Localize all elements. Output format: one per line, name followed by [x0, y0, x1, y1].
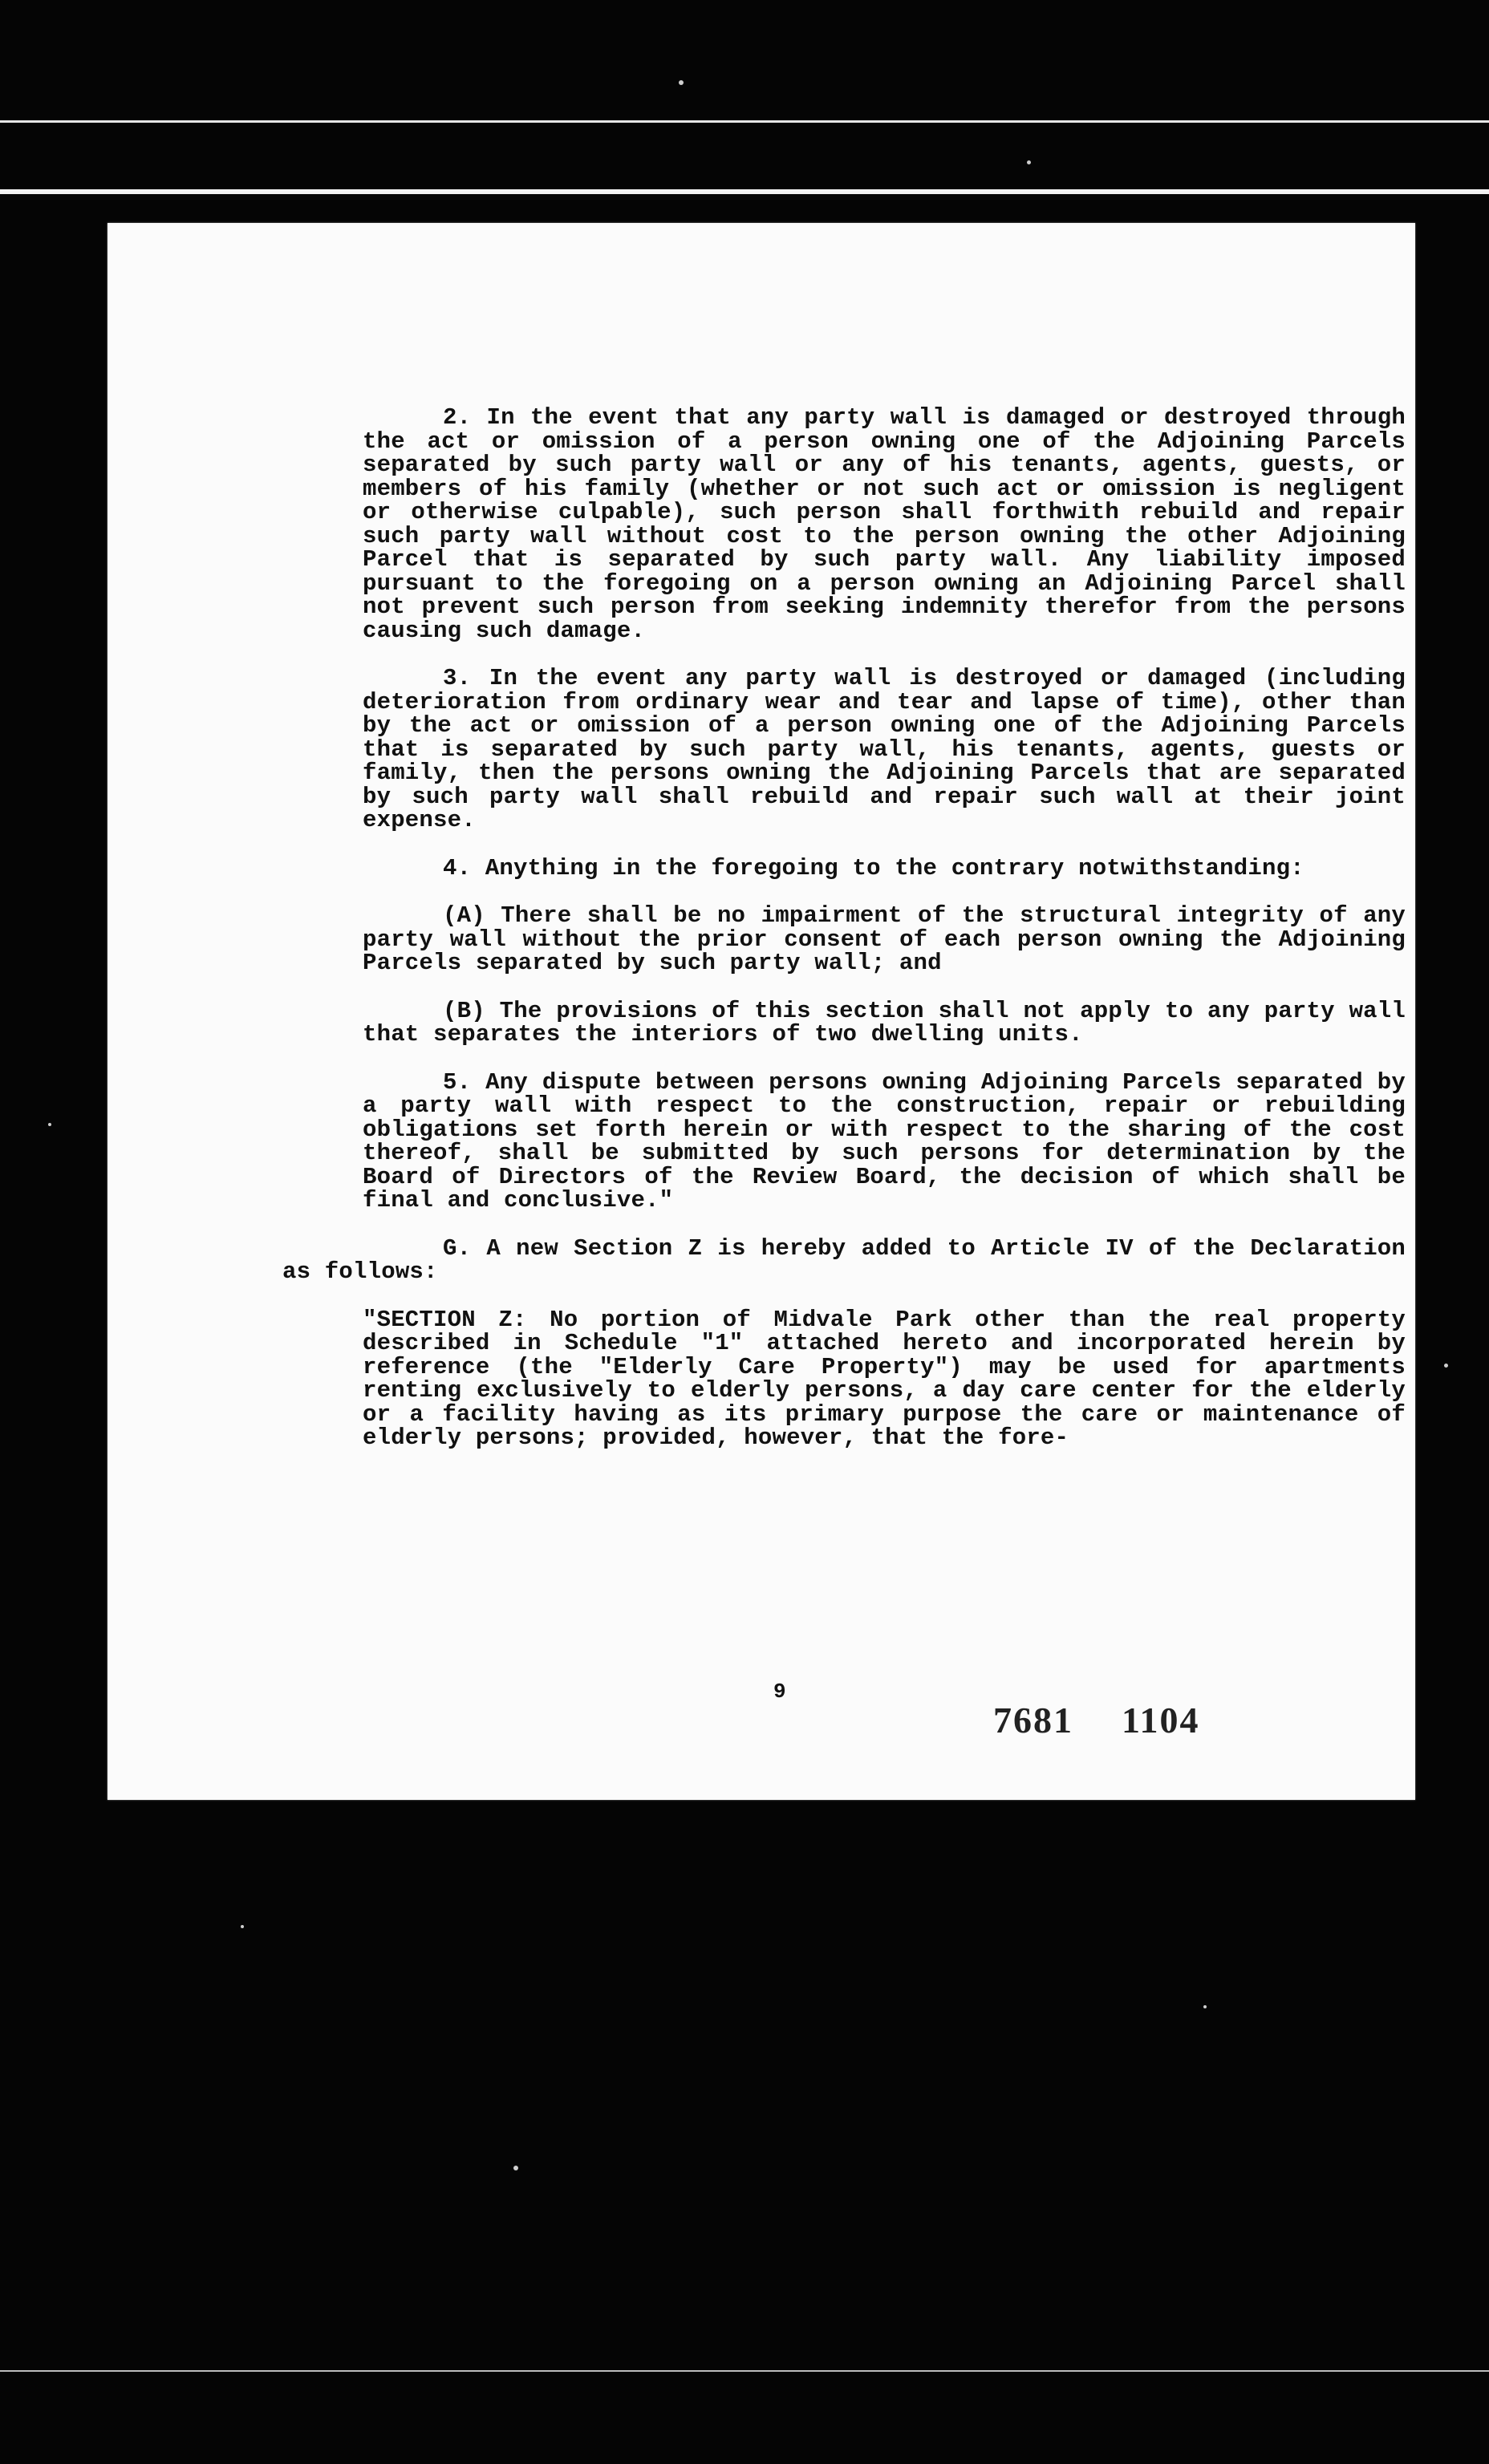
paragraph-2: 2. In the event that any party wall is damaged or destroyed through the act or omission of a person owning one of the Adjoining Parcels separated by such party wall or any of his tenants, agents, guests, or members of his family (whether or not such act or omission is negligent or otherwise culpable), such person shall forthwith rebuild and repair such party wall without cost to the person owning the other Adjoining Parcel that is separated by such party wall. Any liability imposed pursuant to the foregoing on a person owning an Adjoining Parcel shall not prevent such person from seeking indemnity therefor from the persons causing such damage. — [363, 404, 1406, 644]
page-number: 9 — [773, 1680, 786, 1704]
subparagraph-4a: (A) There shall be no impairment of the structural integrity of any party wall without the prior consent of each person owning the Adjoining Parcels separated by such party wall; and — [363, 902, 1406, 976]
scan-speck — [1027, 160, 1031, 164]
scan-speck — [1203, 2005, 1207, 2008]
paragraph-4: 4. Anything in the foregoing to the contrary notwithstanding: — [443, 854, 1304, 881]
paragraph-g: G. A new Section Z is hereby added to Article IV of the Declaration as follows: — [282, 1234, 1406, 1285]
paragraph-5: 5. Any dispute between persons owning Adjoining Parcels separated by a party wall with respect to the construction, repair or rebuilding obligations set forth herein or with respect to the sharing of the cost thereof, shall be submitted by such persons for determination by the Board of Directors of the Review Board, the decision of which shall be final and conclusive." — [363, 1068, 1406, 1214]
document-page — [108, 223, 1415, 1800]
scan-edge-top-2 — [0, 189, 1489, 194]
scan-speck — [1444, 1364, 1448, 1368]
scan-speck — [679, 80, 684, 85]
scan-edge-bottom — [0, 2370, 1489, 2372]
scan-speck — [241, 1925, 244, 1928]
book-page-stamp — [993, 1699, 1248, 1741]
page-reference: 1104 — [1122, 1700, 1200, 1741]
book-number: 7681 — [993, 1700, 1073, 1741]
paragraph-3: 3. In the event any party wall is destroyed or damaged (including deterioration from ordinary wear and tear and lapse of time), other than by the act or omission of a person owning one of the Adjoining Parcels that is separated by such party wall, his tenants, agents, guests or family, then the persons owning the Adjoining Parcels that are separated by such party wall shall rebuild and repair such wall at their joint expense. — [363, 665, 1406, 833]
scan-speck — [513, 2166, 518, 2170]
section-z-text: "SECTION Z: No portion of Midvale Park other than the real property described in Schedule "1" attached hereto and incorporated herein by reference (the "Elderly Care Property") may be used for apartments renting exclusively to elderly persons, a day care center for the elderly or a facility having as its primary purpose the care or maintenance of elderly persons; provided, however, that the fore- — [363, 1306, 1406, 1451]
document-body — [282, 404, 1406, 1474]
scan-edge-top — [0, 120, 1489, 123]
subparagraph-4b: (B) The provisions of this section shall not apply to any party wall that separates the interiors of two dwelling units. — [363, 997, 1406, 1048]
scan-speck — [48, 1123, 51, 1126]
